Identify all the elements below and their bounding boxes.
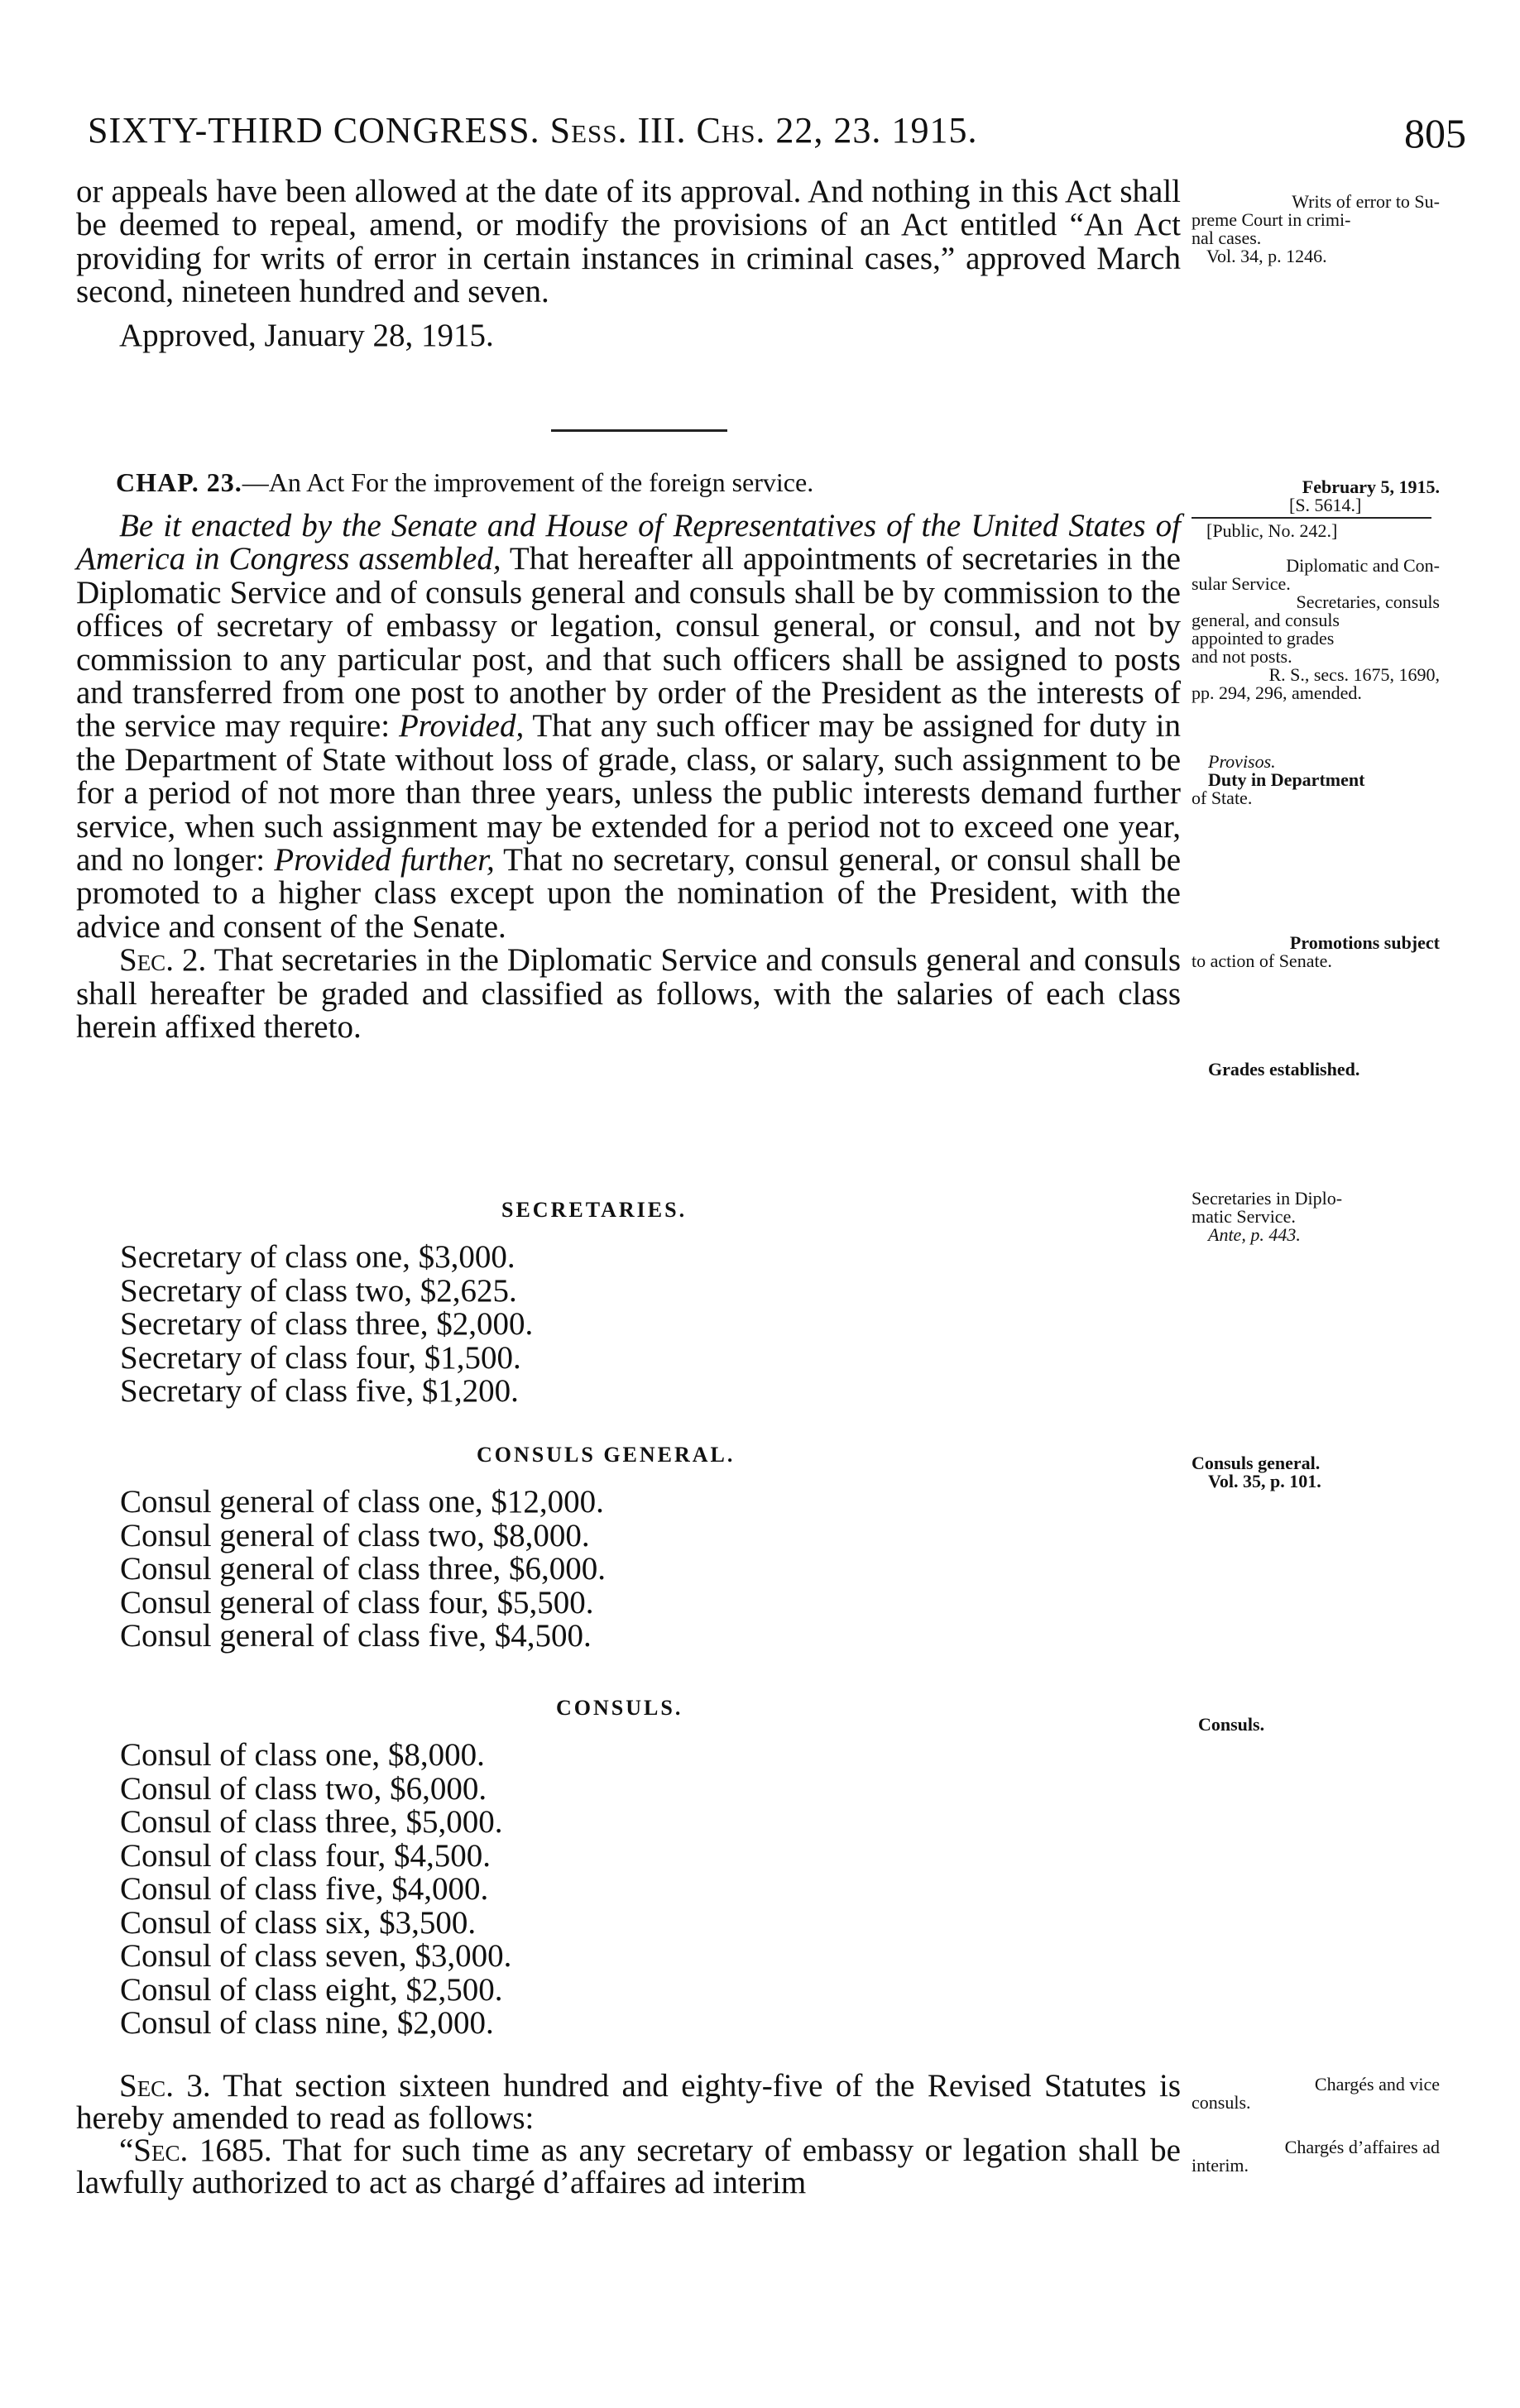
margin-note-line: Secretaries in Diplo-	[1192, 1188, 1343, 1209]
list-item: Consul of class six, $3,500.	[120, 1904, 477, 1941]
margin-note-charges-ad-interim	[1192, 2138, 1440, 2175]
consuls-list	[120, 1739, 511, 2041]
section-2-paragraph	[76, 944, 1181, 1044]
list-item: Secretary of class two, $2,625.	[120, 1272, 517, 1309]
margin-rule	[1192, 517, 1431, 519]
section-2-label: Sec. 2.	[119, 942, 207, 979]
margin-note-line: Chargés and vice	[1314, 2074, 1440, 2094]
list-item: Consul of class three, $5,000.	[120, 1804, 503, 1840]
margin-note-line: nal cases.	[1192, 227, 1262, 248]
section-1685-paragraph	[76, 2134, 1181, 2199]
margin-note-line: matic Service.	[1192, 1206, 1296, 1227]
list-item: Consul of class four, $4,500.	[120, 1837, 491, 1874]
session-label: Sess. III.	[549, 110, 687, 151]
running-head-text	[88, 109, 977, 151]
chapters-label: Chs. 22, 23.	[696, 110, 882, 151]
consuls-heading: CONSULS.	[556, 1696, 683, 1720]
running-head	[76, 106, 1466, 172]
approved-line: Approved, January 28, 1915.	[119, 317, 494, 353]
page-number: 805	[1404, 110, 1466, 156]
margin-note-line: appointed to grades	[1192, 628, 1335, 649]
bill-number: [S. 5614.]	[1289, 495, 1362, 515]
list-item: Consul general of class two, $8,000.	[120, 1517, 590, 1553]
margin-note-diplomatic	[1192, 557, 1440, 702]
margin-note-line: Promotions subject	[1289, 932, 1440, 953]
margin-note-line: of State.	[1192, 788, 1253, 808]
margin-note-line: to action of Senate.	[1192, 950, 1332, 971]
margin-note-line: R. S., secs. 1675, 1690,	[1268, 664, 1440, 685]
section-divider	[551, 429, 727, 432]
top-block	[76, 175, 1181, 352]
margin-note-line: sular Service.	[1192, 573, 1291, 594]
list-item: Consul of class five, $4,000.	[120, 1871, 489, 1907]
congress-label: SIXTY-THIRD CONGRESS.	[88, 110, 540, 151]
proviso-2-label: Provided further,	[274, 842, 495, 878]
margin-note-line: preme Court in crimi-	[1192, 209, 1351, 230]
section-3-label: Sec. 3.	[119, 2068, 211, 2104]
margin-note-line: Diplomatic and Con-	[1286, 555, 1440, 576]
chapter-title: —An Act For the improvement of the foreign service.	[242, 467, 814, 497]
list-item: Consul general of class four, $5,500.	[120, 1584, 594, 1620]
enactment-date: February 5, 1915.	[1302, 476, 1440, 497]
enacting-formula: Be it enacted by the Senate and House of Representatives of the United States of America in Congress assembled,	[76, 508, 1181, 577]
public-law-number: [Public, No. 242.]	[1206, 520, 1338, 541]
list-item: Consul of class eight, $2,500.	[120, 1971, 503, 2008]
margin-note-line: Vol. 35, p. 101.	[1208, 1471, 1321, 1491]
margin-note-line: Chargés d’affaires ad	[1284, 2137, 1440, 2157]
list-item: Consul of class two, $6,000.	[120, 1770, 487, 1807]
section-2-text: That secretaries in the Diplomatic Service and consuls general and consuls shall hereafter be graded and classified as follows, with the salaries of each class herein affixed thereto.	[76, 942, 1181, 1046]
consuls-general-list	[120, 1486, 606, 1654]
margin-note-date	[1192, 478, 1440, 540]
chapter-label: CHAP. 23.	[116, 467, 242, 497]
section-1-paragraph	[76, 510, 1181, 944]
list-item: Secretary of class three, $2,000.	[120, 1306, 534, 1342]
chapter-heading	[116, 467, 1183, 498]
list-item: Secretary of class one, $3,000.	[120, 1239, 515, 1275]
secretaries-list	[120, 1241, 533, 1409]
margin-note-promotions	[1192, 934, 1440, 970]
margin-note-line: Provisos.	[1208, 751, 1276, 772]
section-1-text-c: That no secretary, consul general, or consul shall be promoted to a higher class except upon the nomination of the President, with the advice and consent of the Senate.	[76, 842, 1182, 945]
margin-note-line: Consuls.	[1198, 1714, 1265, 1735]
margin-note-consuls-general	[1192, 1454, 1440, 1491]
list-item: Consul of class one, $8,000.	[120, 1737, 485, 1773]
margin-note-line: Grades established.	[1208, 1059, 1360, 1080]
section-1-text-a: That hereafter all appointments of secretaries in the Diplomatic Service and of consuls general and consuls shall be by commission to the offices of secretary of embassy or legation, consul general, or consul, and not by commission to any particular post, and that such officers shall be assigned to posts and transferred from one post to another by order of the President as the interests of the service may require:	[76, 541, 1181, 744]
margin-note-line: Vol. 34, p. 1246.	[1206, 246, 1327, 266]
list-item: Consul of class seven, $3,000.	[120, 1938, 512, 1974]
section-3-paragraph	[76, 2070, 1181, 2134]
top-paragraph: or appeals have been allowed at the date of its approval. And nothing in this Act shall be deemed to repeal, amend, or modify the provisions of an Act entitled “An Act providing for writs of error in certain instances in criminal cases,” approved March second, nineteen hundred and seven.	[76, 174, 1181, 310]
consuls-general-heading: CONSULS GENERAL.	[477, 1443, 736, 1467]
list-item: Consul general of class one, $12,000.	[120, 1484, 604, 1520]
enacting-block	[76, 510, 1181, 1045]
list-item: Secretary of class four, $1,500.	[120, 1339, 521, 1376]
margin-note-line: consuls.	[1192, 2092, 1251, 2113]
list-item: Consul general of class three, $6,000.	[120, 1551, 607, 1587]
margin-note-line: Ante, p. 443.	[1208, 1224, 1301, 1245]
margin-note-writs	[1192, 193, 1440, 266]
margin-note-consuls	[1192, 1716, 1440, 1734]
year-label: 1915.	[891, 110, 978, 151]
margin-note-line: interim.	[1192, 2155, 1249, 2176]
margin-note-line: general, and consuls	[1192, 610, 1340, 630]
section-1-text-b: That any such officer may be assigned for duty in the Department of State without loss of grade, class, or salary, such assignment to be for a period of not more than three years, unless the public interests demand further service, when such assignment may be extended for a period not to exceed one year, and no longer:	[76, 708, 1181, 878]
list-item: Secretary of class five, $1,200.	[120, 1373, 519, 1409]
secretaries-heading: SECRETARIES.	[501, 1198, 688, 1222]
list-item: Consul general of class five, $4,500.	[120, 1618, 592, 1654]
margin-note-line: Secretaries, consuls	[1296, 591, 1440, 612]
margin-note-line: Writs of error to Su-	[1292, 191, 1440, 212]
margin-note-grades	[1192, 1060, 1440, 1079]
margin-note-line: pp. 294, 296, amended.	[1192, 682, 1362, 703]
section-3-text: That section sixteen hundred and eighty-five of the Revised Statutes is hereby amended to read as follows:	[76, 2068, 1181, 2136]
margin-note-provisos	[1192, 753, 1440, 807]
margin-note-line: Consuls general.	[1192, 1453, 1321, 1473]
margin-note-secretaries	[1192, 1190, 1440, 1244]
proviso-1-label: Provided,	[398, 708, 525, 744]
section-3-block	[76, 2070, 1181, 2199]
margin-note-line: and not posts.	[1192, 646, 1292, 667]
section-1685-label: “Sec. 1685.	[119, 2133, 272, 2168]
list-item: Consul of class nine, $2,000.	[120, 2005, 494, 2041]
section-1685-text: That for such time as any secretary of embassy or legation shall be lawfully authorized to act as chargé d’affaires ad interim	[76, 2133, 1181, 2200]
margin-note-line: Duty in Department	[1208, 769, 1365, 790]
margin-note-charges	[1192, 2075, 1440, 2112]
